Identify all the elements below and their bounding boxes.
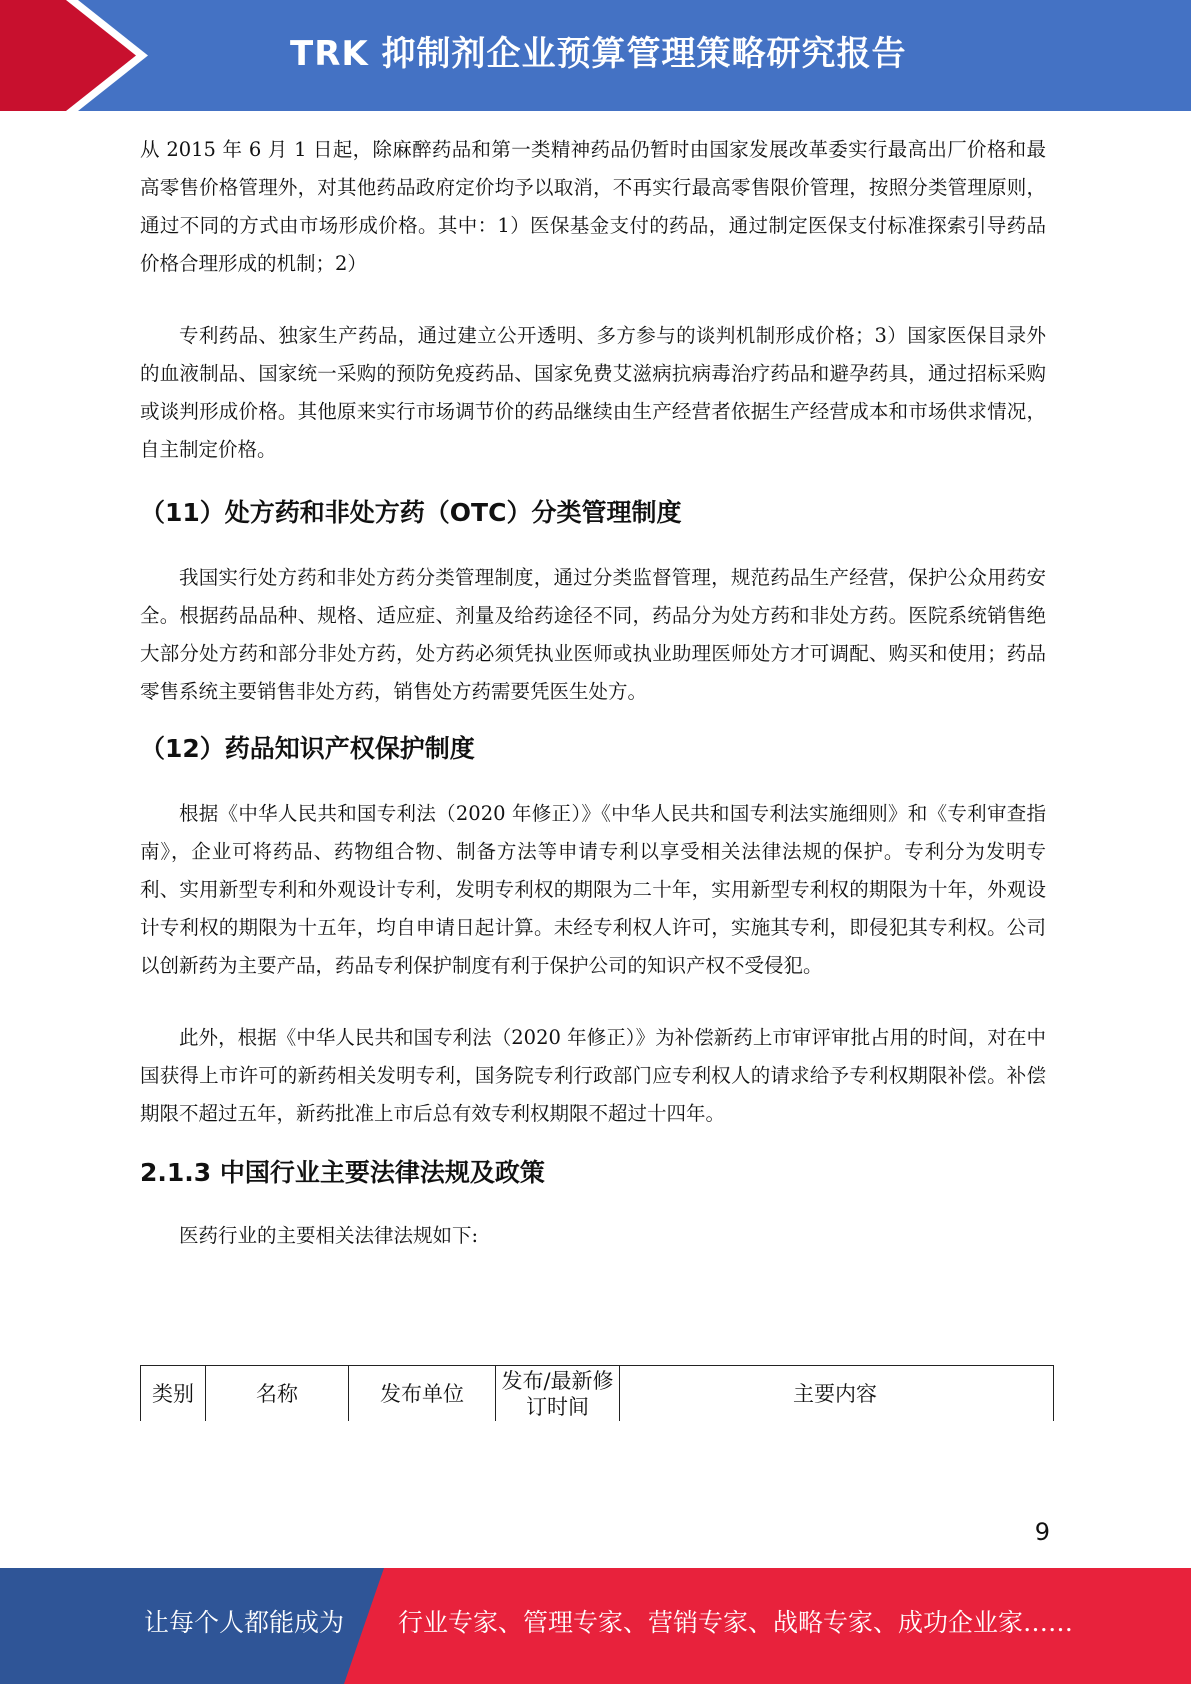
section-heading-ip: （12）药品知识产权保护制度 — [140, 734, 475, 763]
paragraph-laws-intro: 医药行业的主要相关法律法规如下: — [179, 1224, 479, 1247]
page-footer — [0, 1568, 1191, 1684]
section-heading-otc: （11）处方药和非处方药（OTC）分类管理制度 — [140, 498, 682, 527]
main-content — [140, 131, 1046, 1255]
table-header-category: 类别 — [141, 1366, 206, 1421]
table-header-publisher: 发布单位 — [349, 1366, 496, 1421]
report-title: TRK 抑制剂企业预算管理策略研究报告 — [290, 34, 907, 74]
section-heading-laws: 2.1.3 中国行业主要法律法规及政策 — [140, 1158, 545, 1187]
table-header-name: 名称 — [206, 1366, 349, 1421]
paragraph-ip-2: 此外，根据《中华人民共和国专利法（2020 年修正）》为补偿新药上市审评审批占用的时间，对在中国获得上市许可的新药相关发明专利，国务院专利行政部门应专利权人的请求给予专利权期限补偿。补偿期限不超过五年，新药批准上市后总有效专利权期限不超过十四年。 — [140, 1026, 1046, 1125]
paragraph-otc: 我国实行处方药和非处方药分类管理制度，通过分类监督管理，规范药品生产经营，保护公众用药安全。根据药品品种、规格、适应症、剂量及给药途径不同，药品分为处方药和非处方药。医院系统销售绝大部分处方药和部分非处方药，处方药必须凭执业医师或执业助理医师处方才可调配、购买和使用；药品零售系统主要销售非处方药，销售处方药需要凭医生处方。 — [140, 566, 1046, 703]
footer-slogan-right: 行业专家、管理专家、营销专家、战略专家、成功企业家…… — [398, 1608, 1074, 1637]
table-header-date: 发布/最新修订时间 — [496, 1366, 620, 1421]
laws-table-header — [140, 1365, 1054, 1421]
paragraph-ip-1: 根据《中华人民共和国专利法（2020 年修正）》《中华人民共和国专利法实施细则》和《专利审查指南》，企业可将药品、药物组合物、制备方法等申请专利以享受相关法律法规的保护。专利分为发明专利、实用新型专利和外观设计专利，发明专利权的期限为二十年，实用新型专利权的期限为十年，外观设计专利权的期限为十五年，均自申请日起计算。未经专利权人许可，实施其专利，即侵犯其专利权。公司以创新药为主要产品，药品专利保护制度有利于保护公司的知识产权不受侵犯。 — [140, 802, 1046, 977]
page-header — [0, 0, 1191, 111]
paragraph-pricing-1: 从 2015 年 6 月 1 日起，除麻醉药品和第一类精神药品仍暂时由国家发展改革委实行最高出厂价格和最高零售价格管理外，对其他药品政府定价均予以取消，不再实行最高零售限价管理，按照分类管理原则，通过不同的方式由市场形成价格。其中：1）医保基金支付的药品，通过制定医保支付标准探索引导药品价格合理形成的机制；2） — [140, 138, 1046, 275]
page-number: 9 — [1034, 1518, 1050, 1546]
table-header-content: 主要内容 — [793, 1381, 877, 1406]
paragraph-pricing-2: 专利药品、独家生产药品，通过建立公开透明、多方参与的谈判机制形成价格；3）国家医保目录外的血液制品、国家统一采购的预防免疫药品、国家免费艾滋病抗病毒治疗药品和避孕药具，通过招标采购或谈判形成价格。其他原来实行市场调节价的药品继续由生产经营者依据生产经营成本和市场供求情况，自主制定价格。 — [140, 324, 1046, 461]
footer-slogan-left: 让每个人都能成为 — [144, 1608, 345, 1637]
